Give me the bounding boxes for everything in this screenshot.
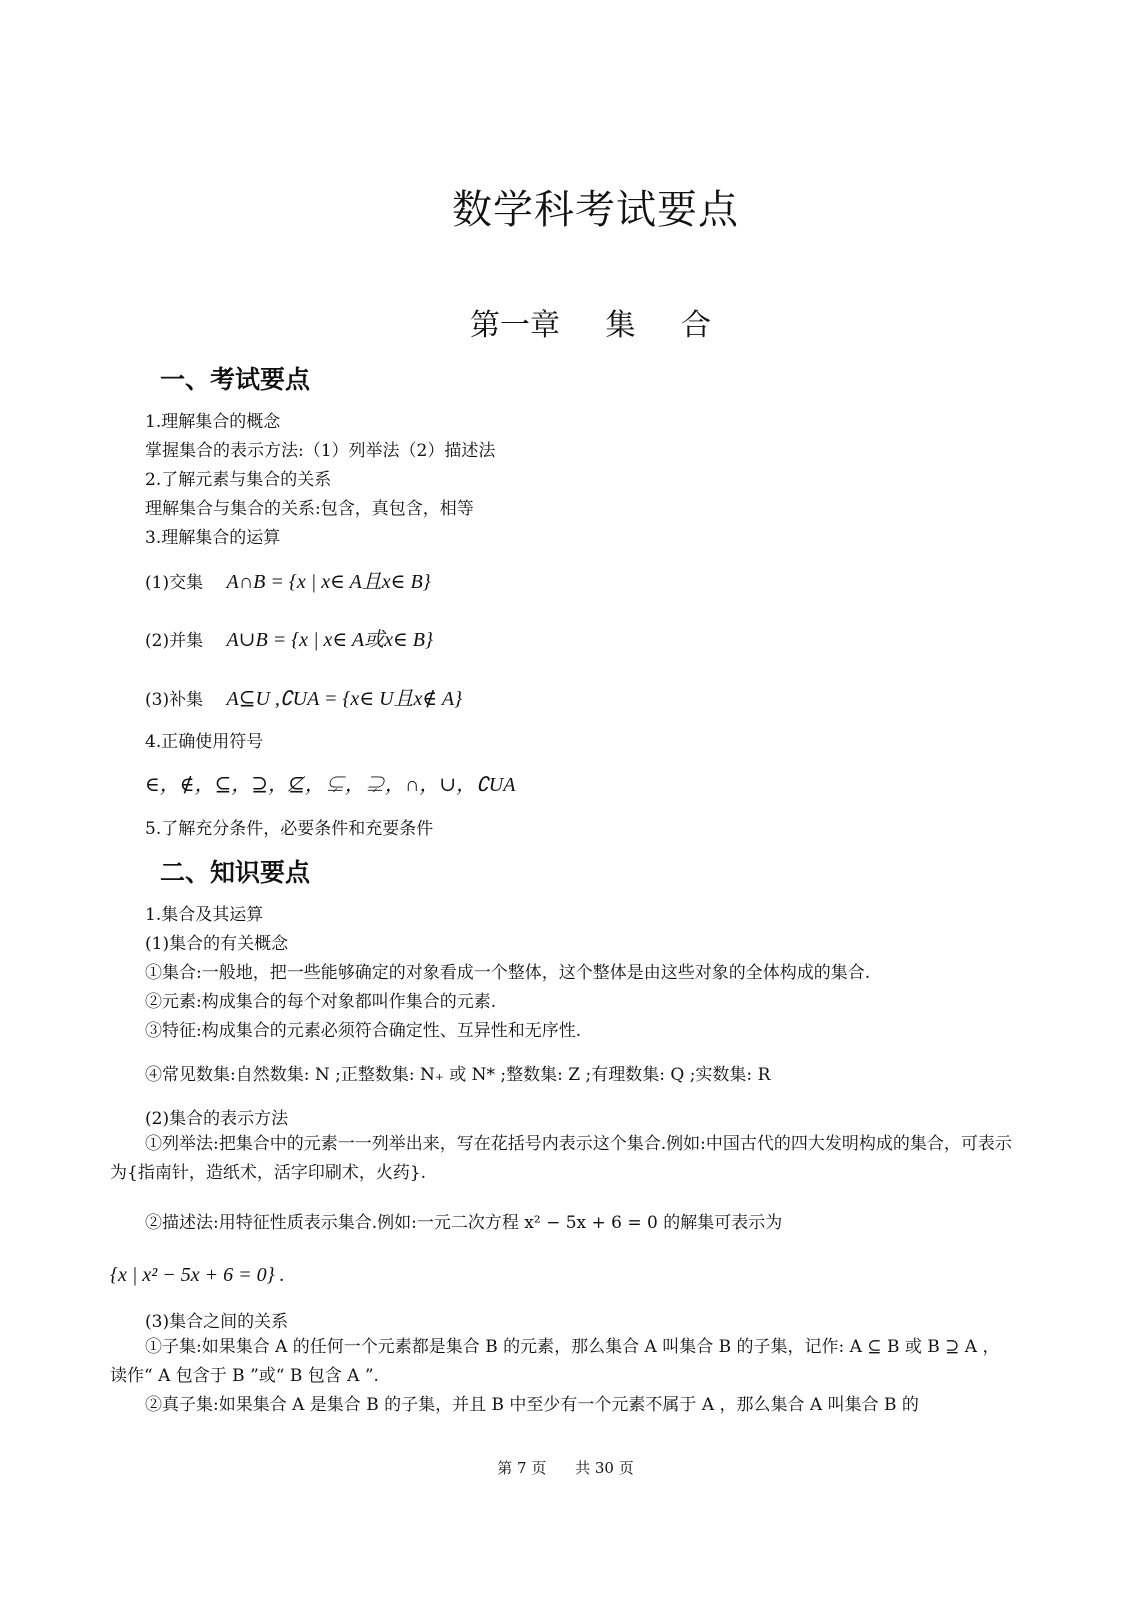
operation-label: (3)补集 [145, 690, 204, 710]
operation-formula: A⊆U ,∁UA = {x∈ U且x∉ A} [226, 688, 463, 710]
exam-line: 5.了解充分条件，必要条件和充要条件 [145, 819, 434, 839]
chapter-heading [0, 300, 1131, 344]
operation-label: (2)并集 [145, 631, 204, 651]
exam-line: 3.理解集合的运算 [145, 528, 281, 548]
knowledge-line: ②元素:构成集合的每个对象都叫作集合的元素. [145, 992, 497, 1012]
section-heading-knowledge-points: 二、知识要点 [160, 858, 311, 887]
knowledge-line: ①集合:一般地，把一些能够确定的对象看成一个整体，这个整体是由这些对象的全体构成的集合. [145, 963, 871, 983]
knowledge-line-number-sets: ④常见数集:自然数集: N ;正整数集: N₊ 或 N* ;整数集: Z ;有理数集: Q ;实数集: R [145, 1065, 771, 1085]
page-title: 数学科考试要点 [452, 187, 739, 233]
page-number: 第 7 页 [497, 1459, 547, 1477]
paragraph-enumeration: ①列举法:把集合中的元素一一列举出来，写在花括号内表示这个集合.例如:中国古代的四大发明构成的集合，可表示为{指南针，造纸术，活字印刷术，火药}. [110, 1134, 1012, 1183]
exam-line: 2.了解元素与集合的关系 [145, 470, 332, 490]
section-heading-exam-points: 一、考试要点 [160, 365, 311, 394]
page-total: 共 30 页 [575, 1459, 634, 1477]
operation-label: (1)交集 [145, 573, 204, 593]
page-footer [0, 1457, 1131, 1478]
operation-formula: A∩B = {x | x∈ A且x∈ B} [226, 571, 431, 593]
paragraph-subset: ①子集:如果集合 A 的任何一个元素都是集合 B 的元素，那么集合 A 叫集合 B 的子集，记作: A ⊆ B 或 B ⊇ A ，读作“ A 包含于 B ”或“ B 包含 A ”. [110, 1337, 1000, 1386]
knowledge-line-description: ②描述法:用特征性质表示集合.例如:一元二次方程 x² − 5x + 6 = 0 的解集可表示为 [145, 1213, 783, 1233]
knowledge-line: (2)集合的表示方法 [145, 1109, 289, 1129]
operation-complement [145, 682, 462, 711]
exam-line: 理解集合与集合的关系:包含，真包含，相等 [145, 499, 474, 519]
chapter-name-2: 合 [681, 308, 712, 343]
knowledge-line: (3)集合之间的关系 [145, 1312, 289, 1332]
chapter-name-1: 集 [605, 308, 636, 343]
operation-intersection [145, 565, 431, 594]
knowledge-line: (1)集合的有关概念 [145, 934, 289, 954]
chapter-label: 第一章 [469, 308, 560, 343]
operation-union [145, 623, 433, 652]
exam-line: 1.理解集合的概念 [145, 412, 281, 432]
exam-line: 掌握集合的表示方法:（1）列举法（2）描述法 [145, 441, 496, 461]
formula-solution-set: {x | x² − 5x + 6 = 0} . [110, 1264, 285, 1286]
paragraph-proper-subset: ②真子集:如果集合 A 是集合 B 的子集，并且 B 中至少有一个元素不属于 A ，那么集合 A 叫集合 B 的 [145, 1395, 919, 1415]
symbols-title: 4.正确使用符号 [145, 732, 264, 752]
symbols-list: ∈，∉，⊆，⊇，⊈，⊊，⊋，∩，∪，∁UA [145, 774, 516, 796]
operation-formula: A∪B = {x | x∈ A或x∈ B} [226, 629, 433, 651]
knowledge-line: 1.集合及其运算 [145, 905, 264, 925]
knowledge-line: ③特征:构成集合的元素必须符合确定性、互异性和无序性. [145, 1021, 582, 1041]
